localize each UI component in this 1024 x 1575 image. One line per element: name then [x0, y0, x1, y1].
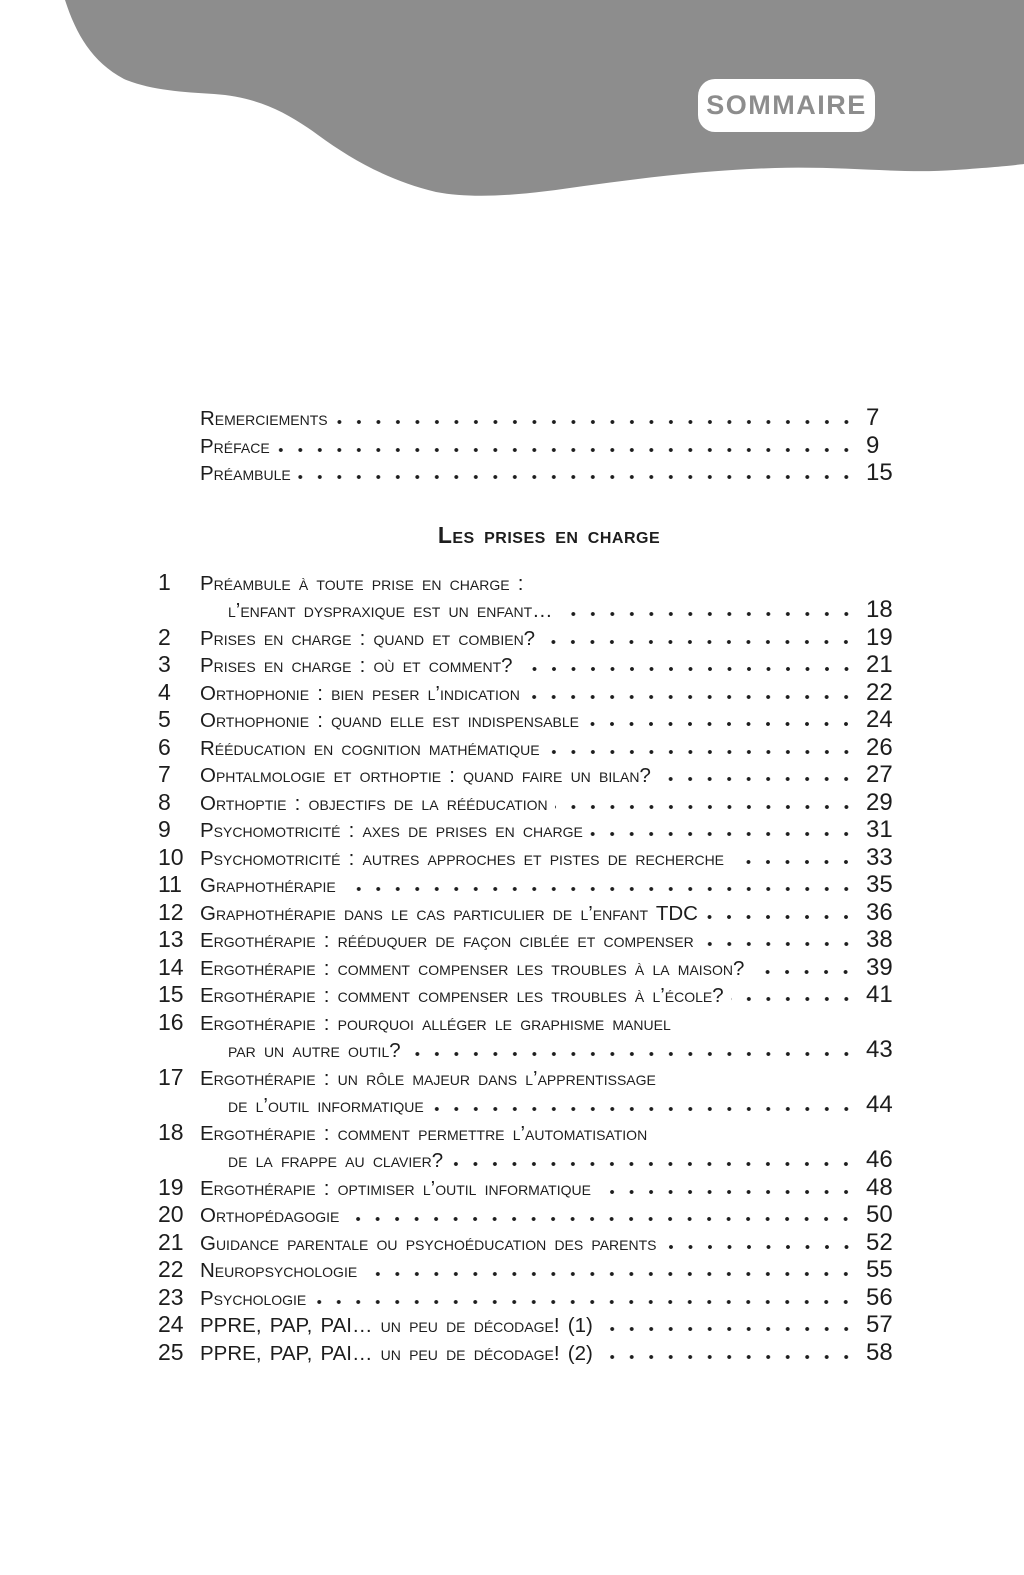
toc-entry-continuation — [158, 1146, 898, 1174]
page-number: 52 — [866, 1228, 893, 1256]
entry-title: Graphothérapie — [200, 874, 336, 897]
entry-number: 20 — [158, 1201, 184, 1227]
entry-continuation: l’enfant dyspraxique est un enfant… — [228, 599, 553, 622]
entry-number: 22 — [158, 1256, 184, 1282]
toc-entry — [158, 954, 898, 982]
section-heading: Les prises en charge — [437, 521, 661, 548]
entry-number: 5 — [158, 706, 171, 732]
page-number: 26 — [866, 733, 893, 761]
front-matter-title: Préface — [200, 434, 270, 458]
entry-title: Ergothérapie : optimiser l’outil informatique — [200, 1176, 591, 1200]
toc-entry — [158, 734, 898, 762]
toc-entry — [158, 1201, 898, 1229]
page-number: 43 — [866, 1036, 893, 1063]
entry-continuation: de l’outil informatique — [228, 1094, 424, 1117]
toc-entry — [158, 624, 898, 652]
dot-leader-icon — [364, 1271, 863, 1277]
entry-title: Orthoptie : objectifs de la rééducation — [200, 791, 548, 815]
toc-entry — [158, 844, 898, 872]
page-number: 57 — [866, 1311, 893, 1338]
entry-number: 2 — [158, 623, 171, 650]
entry-number: 4 — [158, 678, 171, 705]
page-number: 9 — [866, 431, 880, 459]
toc-entry — [158, 1311, 898, 1339]
dot-leader-icon — [547, 749, 863, 755]
entry-continuation: de la frappe au clavier? — [228, 1149, 444, 1172]
page-number: 48 — [866, 1173, 893, 1201]
entry-number: 24 — [158, 1311, 184, 1337]
dot-leader-icon — [600, 1326, 863, 1332]
dot-leader-icon — [598, 1189, 863, 1195]
dot-leader-icon — [335, 419, 863, 425]
entry-number: 11 — [158, 871, 182, 897]
toc-entry — [158, 1229, 898, 1257]
entry-number: 16 — [158, 1008, 184, 1035]
page-number: 50 — [866, 1201, 893, 1228]
entry-title: Guidance parentale ou psychoéducation des parents — [200, 1231, 657, 1255]
entry-title: Ophtalmologie et orthoptie : quand faire un bilan? — [200, 764, 651, 787]
page-number: 22 — [866, 678, 893, 706]
dot-leader-icon — [408, 1051, 863, 1057]
dot-leader-icon — [277, 447, 863, 453]
dot-leader-icon — [431, 1106, 863, 1112]
dot-leader-icon — [705, 914, 863, 920]
entry-number: 9 — [158, 816, 171, 842]
dot-leader-icon — [555, 804, 863, 810]
toc-entry — [158, 926, 898, 954]
entry-number: 17 — [158, 1063, 184, 1090]
dot-leader-icon — [542, 639, 863, 645]
entry-title: Orthophonie : quand elle est indispensable — [200, 709, 579, 732]
entry-continuation: par un autre outil? — [228, 1039, 401, 1062]
entry-number: 23 — [158, 1283, 184, 1310]
entry-number: 1 — [158, 568, 171, 595]
entry-title: Psychomotricité : axes de prises en charge — [200, 819, 583, 842]
entry-title: Ergothérapie : comment compenser les troubles à la maison? — [200, 956, 745, 980]
dot-leader-icon — [560, 611, 863, 617]
dot-leader-icon — [731, 859, 863, 865]
front-matter-title: Remerciements — [200, 407, 328, 430]
entry-title: Neuropsychologie — [200, 1259, 358, 1282]
entry-title: Rééducation en cognition mathématique — [200, 736, 540, 760]
dot-leader-icon — [343, 886, 863, 892]
dot-leader-icon — [586, 721, 863, 727]
page-number: 15 — [866, 459, 893, 486]
page-number: 18 — [866, 596, 893, 623]
entry-number: 3 — [158, 651, 171, 677]
toc-entry-continuation — [158, 1091, 898, 1119]
entry-title: Ergothérapie : comment permettre l’automatisation — [200, 1121, 648, 1145]
toc-entries — [158, 569, 898, 1367]
page-number: 35 — [866, 871, 893, 898]
toc-entry — [158, 1174, 898, 1202]
page-number: 55 — [866, 1256, 893, 1283]
toc-entry — [158, 1119, 898, 1147]
entry-number: 18 — [158, 1118, 184, 1145]
entry-title: PPRE, PAP, PAI… un peu de décodage! (2) — [200, 1341, 593, 1365]
dot-leader-icon — [590, 831, 863, 837]
toc-entry — [158, 789, 898, 817]
entry-title: Préambule à toute prise en charge : — [200, 571, 524, 595]
front-matter-row — [158, 459, 898, 487]
page-number: 27 — [866, 761, 893, 788]
entry-title: Ergothérapie : pourquoi alléger le graphisme manuel — [200, 1011, 671, 1035]
toc-entry — [158, 1064, 898, 1092]
entry-number: 14 — [158, 953, 184, 980]
toc-entry — [158, 816, 898, 844]
page-number: 46 — [866, 1146, 893, 1173]
entry-number: 10 — [158, 843, 184, 870]
front-matter-row — [158, 432, 898, 460]
toc-entry — [158, 761, 898, 789]
entry-number: 21 — [158, 1228, 184, 1255]
dot-leader-icon — [450, 1161, 863, 1167]
page-number: 19 — [866, 623, 893, 651]
toc-entry — [158, 651, 898, 679]
toc-entry — [158, 679, 898, 707]
dot-leader-icon — [658, 776, 863, 782]
page-number: 44 — [866, 1091, 893, 1118]
entry-title: Graphothérapie dans le cas particulier de l’enfant TDC — [200, 901, 698, 925]
toc-entry — [158, 1339, 898, 1367]
page-number: 58 — [866, 1338, 893, 1366]
toc-content — [158, 404, 898, 1366]
toc-entry — [158, 569, 898, 597]
page-number: 7 — [866, 404, 880, 431]
entry-number: 15 — [158, 981, 184, 1007]
page-number: 33 — [866, 843, 893, 871]
page-number: 41 — [866, 981, 893, 1008]
entry-number: 25 — [158, 1338, 184, 1365]
entry-number: 6 — [158, 733, 171, 760]
dot-leader-icon — [701, 941, 863, 947]
entry-title: Ergothérapie : rééduquer de façon ciblée et compenser — [200, 929, 694, 952]
entry-title: Orthophonie : bien peser l’indication — [200, 681, 520, 705]
toc-entry — [158, 1009, 898, 1037]
front-matter-list — [158, 404, 898, 487]
dot-leader-icon — [731, 996, 863, 1002]
entry-number: 13 — [158, 926, 184, 952]
dot-leader-icon — [313, 1299, 863, 1305]
front-matter-title: Préambule — [200, 462, 291, 485]
page-number: 38 — [866, 926, 893, 953]
dot-leader-icon — [751, 969, 863, 975]
toc-entry — [158, 981, 898, 1009]
entry-title: PPRE, PAP, PAI… un peu de décodage! (1) — [200, 1314, 593, 1337]
sommaire-badge-label: SOMMAIRE — [706, 90, 867, 120]
page-number: 36 — [866, 898, 893, 926]
dot-leader-icon — [520, 666, 863, 672]
entry-title: Prises en charge : quand et combien? — [200, 626, 536, 650]
toc-entry — [158, 1256, 898, 1284]
toc-entry-continuation — [158, 1036, 898, 1064]
entry-title: Ergothérapie : comment compenser les troubles à l’école? — [200, 984, 724, 1007]
toc-entry — [158, 1284, 898, 1312]
toc-entry — [158, 871, 898, 899]
toc-entry-continuation — [158, 596, 898, 624]
entry-title: Orthopédagogie — [200, 1204, 340, 1227]
entry-title: Prises en charge : où et comment? — [200, 654, 513, 677]
page-number: 21 — [866, 651, 893, 678]
dot-leader-icon — [527, 694, 863, 700]
page-number: 31 — [866, 816, 893, 843]
entry-title: Psychologie — [200, 1286, 307, 1310]
page-number: 29 — [866, 788, 893, 816]
entry-title: Psychomotricité : autres approches et pistes de recherche — [200, 846, 725, 870]
entry-number: 19 — [158, 1173, 184, 1200]
page-number: 24 — [866, 706, 893, 733]
page-number: 39 — [866, 953, 893, 981]
entry-title: Ergothérapie : un rôle majeur dans l’apprentissage — [200, 1066, 656, 1090]
page-number: 56 — [866, 1283, 893, 1311]
front-matter-row — [158, 404, 898, 432]
sommaire-badge — [698, 79, 875, 132]
entry-number: 8 — [158, 788, 171, 815]
toc-entry — [158, 899, 898, 927]
toc-entry — [158, 706, 898, 734]
entry-number: 7 — [158, 761, 171, 787]
dot-leader-icon — [600, 1354, 863, 1360]
dot-leader-icon — [664, 1244, 863, 1250]
entry-number: 12 — [158, 898, 184, 925]
dot-leader-icon — [346, 1216, 863, 1222]
dot-leader-icon — [298, 474, 863, 480]
